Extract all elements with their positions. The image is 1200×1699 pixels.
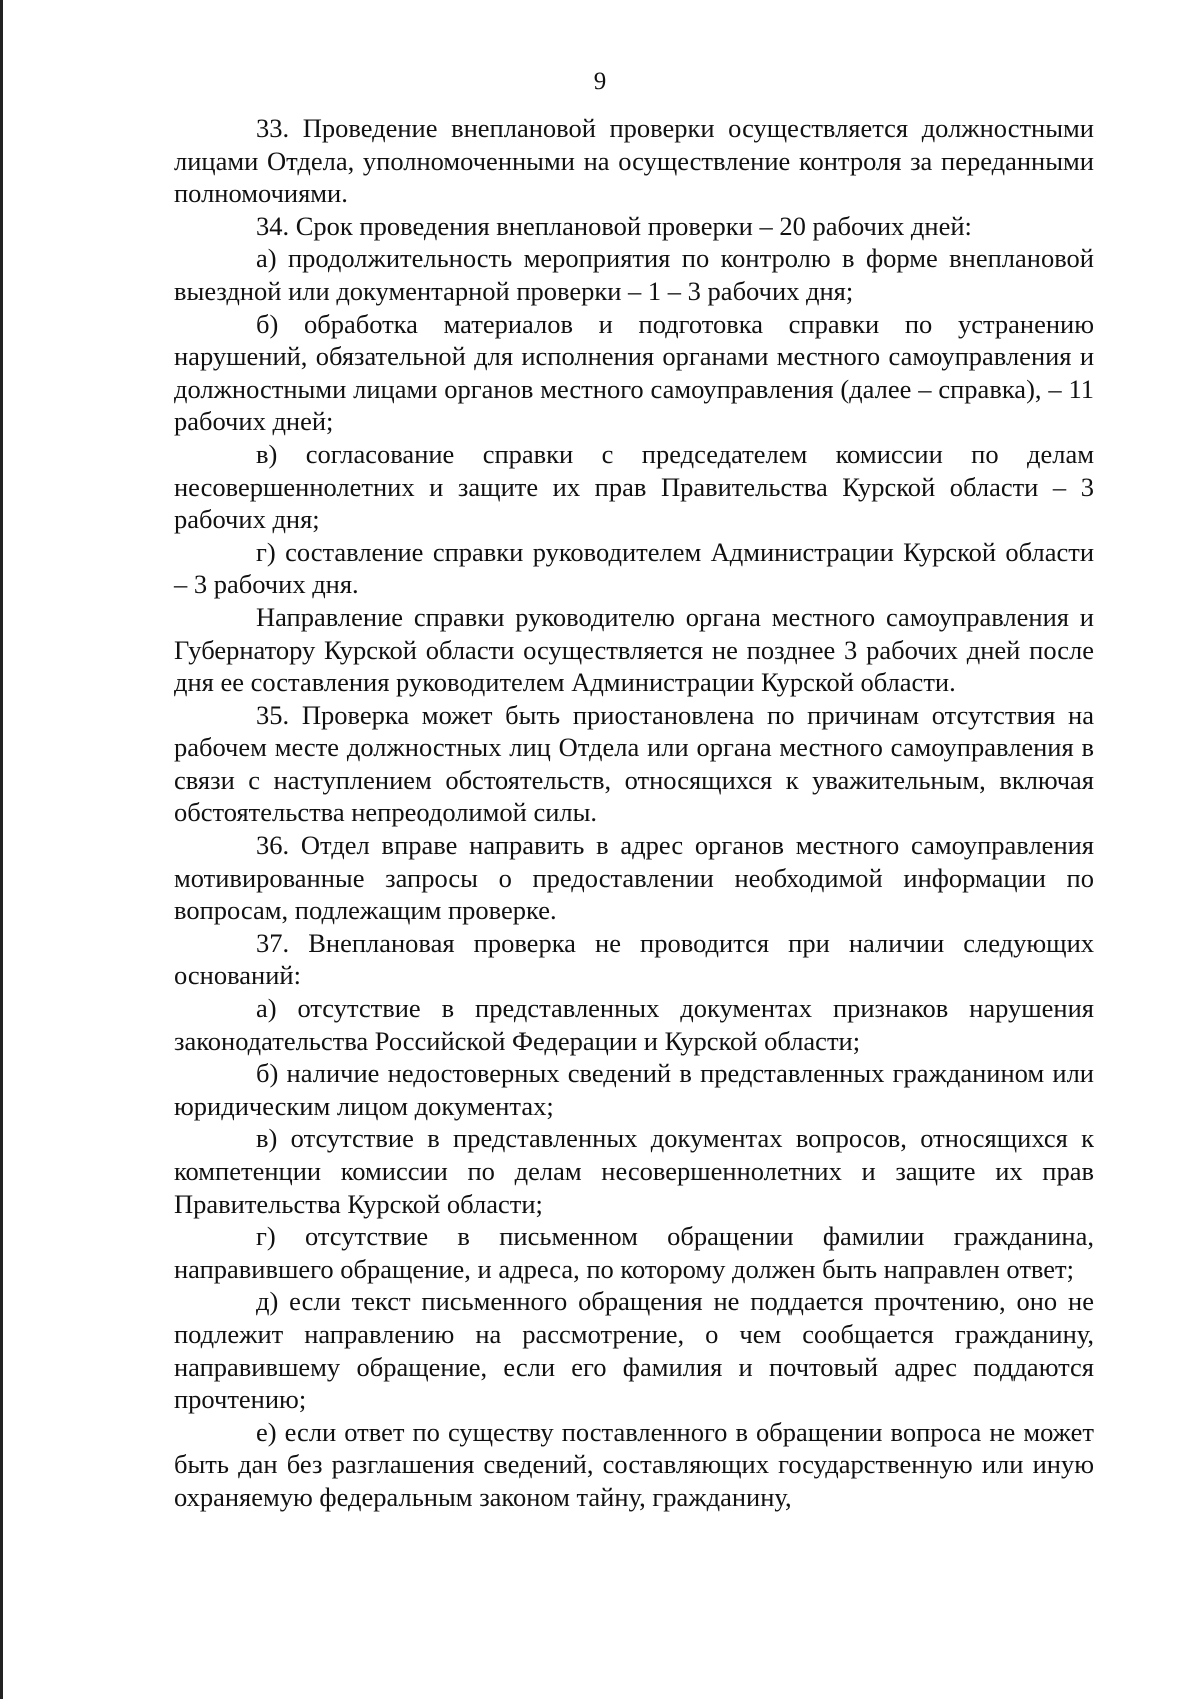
paragraph-37-b: б) наличие недостоверных сведений в представленных гражданином или юридическим лицом документах; (174, 1058, 1094, 1121)
paragraph-34-g: г) составление справки руководителем Администрации Курской области – 3 рабочих дня. (174, 536, 1094, 600)
paragraph-37-e: е) если ответ по существу поставленного в обращении вопроса не может быть дан без разглашения сведений, составляющих государственную или иную охраняемую федеральным законом тайну, гражданину, (174, 1416, 1094, 1512)
paragraph-37-v: в) отсутствие в представленных документах вопросов, относящихся к компетенции комиссии по делам несовершеннолетних и защите их прав Правительства Курской области; (174, 1123, 1094, 1219)
scan-edge-line (0, 0, 3, 1699)
paragraph-37-g: г) отсутствие в письменном обращении фамилии гражданина, направившего обращение, и адреса, по которому должен быть направлен ответ; (174, 1221, 1094, 1284)
page-number: 9 (593, 68, 607, 95)
paragraph-34: 34. Срок проведения внеплановой проверки – 20 рабочих дней: (256, 210, 972, 241)
paragraph-34-v: в) согласование справки с председателем комиссии по делам несовершеннолетних и защите их прав Правительства Курской области – 3 рабочих дня; (174, 438, 1094, 535)
paragraph-35: 35. Проверка может быть приостановлена по причинам отсутствия на рабочем месте должностных лиц Отдела или органа местного самоуправления в связи с наступлением обстоятельств, относящихся к уважительным, включая обстоятельства непреодолимой силы. (174, 699, 1094, 828)
paragraph-34-b: б) обработка материалов и подготовка справки по устранению нарушений, обязательной для исполнения органами местного самоуправления и должностными лицами органов местного самоуправления (далее – справка), – 11 рабочих дней; (174, 308, 1094, 437)
paragraph-34-a: а) продолжительность мероприятия по контролю в форме внеплановой выездной или документарной проверки – 1 – 3 рабочих дня; (174, 243, 1094, 306)
document-body (174, 112, 1094, 1514)
paragraph-37-d: д) если текст письменного обращения не поддается прочтению, оно не подлежит направлению на рассмотрение, о чем сообщается гражданину, направившему обращение, если его фамилия и почтовый адрес поддаются прочтению; (174, 1286, 1094, 1415)
paragraph-37-a: а) отсутствие в представленных документах признаков нарушения законодательства Российской Федерации и Курской области; (174, 993, 1094, 1056)
paragraph-33: 33. Проведение внеплановой проверки осуществляется должностными лицами Отдела, уполномоченными на осуществление контроля за переданными полномочиями. (174, 113, 1094, 209)
paragraph-37: 37. Внеплановая проверка не проводится при наличии следующих оснований: (174, 927, 1094, 991)
paragraph-34-direction: Направление справки руководителю органа местного самоуправления и Губернатору Курской области осуществляется не позднее 3 рабочих дней после дня ее составления руководителем Администрации Курской области. (174, 601, 1094, 698)
paragraph-36: 36. Отдел вправе направить в адрес органов местного самоуправления мотивированные запросы о предоставлении необходимой информации по вопросам, подлежащим проверке. (174, 830, 1094, 926)
